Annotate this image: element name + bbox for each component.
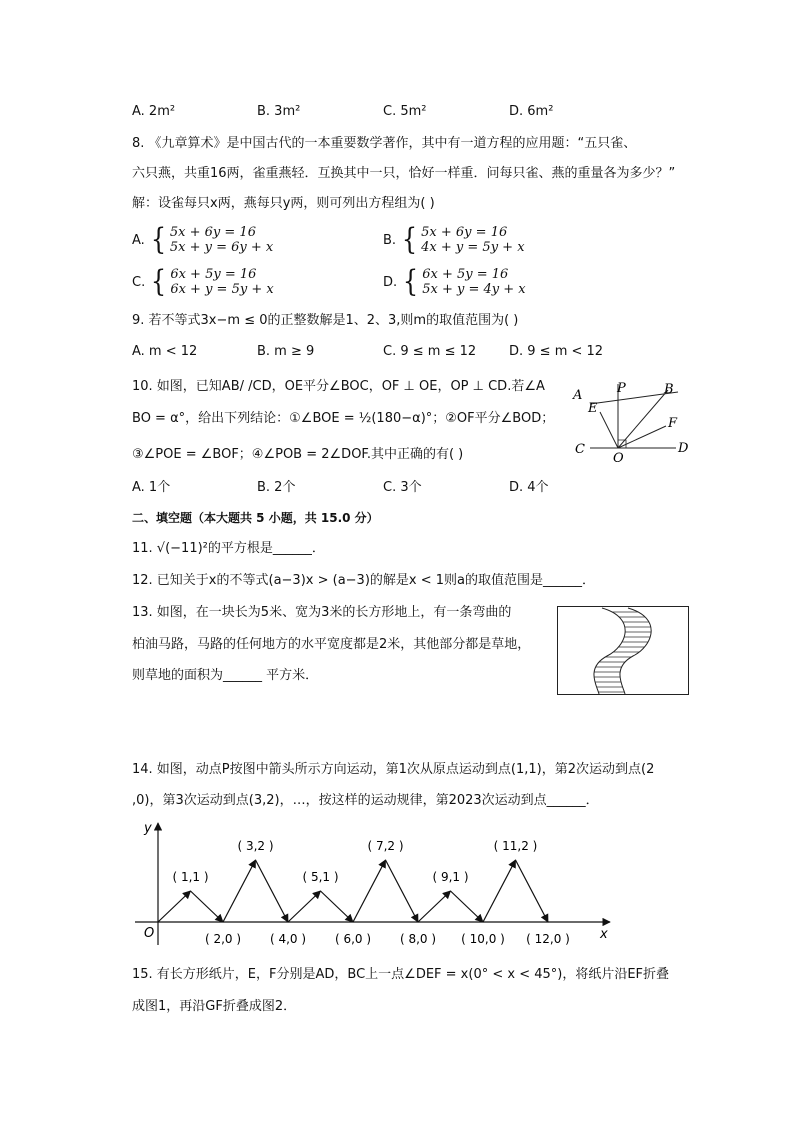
brace-icon: { bbox=[403, 264, 419, 299]
q14-coordinate-figure bbox=[130, 815, 620, 950]
fig-label-a: A bbox=[573, 388, 583, 403]
motion-segment bbox=[223, 860, 256, 922]
motion-segment bbox=[191, 891, 224, 922]
fig-label-p: P bbox=[617, 381, 626, 396]
q10-option-c: C. 3个 bbox=[383, 480, 422, 495]
motion-segment bbox=[483, 860, 516, 922]
q13-road-figure bbox=[557, 606, 690, 696]
brace-icon: { bbox=[401, 222, 418, 257]
motion-segment bbox=[516, 860, 549, 922]
q7-option-a: A. 2m² bbox=[132, 104, 176, 119]
fig-label-d: D bbox=[678, 441, 689, 456]
motion-segment bbox=[288, 891, 321, 922]
q13-line3: 则草地的面积为______ 平方米． bbox=[132, 668, 319, 683]
point-label: ( 9,1 ) bbox=[432, 870, 469, 884]
q14-line2: ,0)，第3次运动到点(3,2)，…，按这样的运动规律，第2023次运动到点______． bbox=[132, 793, 599, 808]
point-label: ( 6,0 ) bbox=[334, 932, 372, 946]
q8-option-a bbox=[132, 222, 274, 257]
motion-path bbox=[158, 860, 548, 922]
equation: 6x + 5y = 16 bbox=[422, 267, 509, 282]
q7-option-d: D. 6m² bbox=[509, 104, 554, 119]
motion-segment bbox=[256, 860, 289, 922]
q8-option-c bbox=[132, 264, 274, 299]
point-label: ( 11,2 ) bbox=[493, 839, 538, 853]
fig-label-c: C bbox=[575, 442, 585, 457]
q8-line2: 六只燕，共重16两，雀重燕轻．互换其中一只，恰好一样重．问每只雀、燕的重量各为多少？” bbox=[132, 166, 676, 181]
rectangle-field bbox=[558, 607, 689, 695]
motion-segment bbox=[321, 891, 354, 922]
road-right-edge bbox=[620, 608, 651, 694]
q9-option-b: B. m ≥ 9 bbox=[257, 344, 315, 359]
point-label: ( 1,1 ) bbox=[172, 870, 209, 884]
q10-option-d: D. 4个 bbox=[509, 480, 549, 495]
option-label: D. bbox=[383, 274, 398, 290]
road-hatching bbox=[557, 612, 690, 692]
point-labels bbox=[172, 839, 569, 946]
option-label: A. bbox=[132, 232, 145, 248]
equation: 6x + 5y = 16 bbox=[170, 267, 257, 282]
motion-segment bbox=[418, 891, 451, 922]
line-oe bbox=[600, 412, 618, 448]
q10-line1: 10. 如图，已知AB/ /CD，OE平分∠BOC，OF ⊥ OE，OP ⊥ CD.若∠A bbox=[132, 379, 545, 394]
q14-line1: 14. 如图，动点P按图中箭头所示方向运动，第1次从原点运动到点(1,1)，第2次运动到点(2 bbox=[132, 762, 655, 777]
q9-option-a: A. m < 12 bbox=[132, 344, 198, 359]
q7-option-c: C. 5m² bbox=[383, 104, 427, 119]
point-label: ( 12,0 ) bbox=[526, 932, 570, 946]
equation: 5x + 6y = 16 bbox=[421, 225, 508, 240]
fig-label-e: E bbox=[588, 401, 598, 416]
q10-line2: BO = α°，给出下列结论：①∠BOE = ½(180−α)°；②OF平分∠BOD； bbox=[132, 411, 555, 426]
point-label: ( 5,1 ) bbox=[302, 870, 339, 884]
motion-segment bbox=[353, 860, 386, 922]
point-label: ( 7,2 ) bbox=[367, 839, 404, 853]
equation: 5x + 6y = 16 bbox=[169, 225, 256, 240]
q8-option-d bbox=[383, 264, 526, 299]
equation: 6x + y = 5y + x bbox=[170, 282, 274, 297]
point-label: ( 10,0 ) bbox=[461, 932, 505, 946]
q15-line1: 15. 有长方形纸片，E，F分别是AD，BC上一点∠DEF = x(0° < x < 45°)，将纸片沿EF折叠 bbox=[132, 967, 670, 982]
fig-label-f: F bbox=[668, 416, 678, 431]
fig-label-o: O bbox=[613, 451, 624, 466]
point-label: ( 8,0 ) bbox=[399, 932, 437, 946]
point-label: ( 3,2 ) bbox=[237, 839, 274, 853]
option-label: B. bbox=[383, 232, 397, 248]
q10-option-a: A. 1个 bbox=[132, 480, 171, 495]
equation: 4x + y = 5y + x bbox=[421, 240, 525, 255]
q10-figure bbox=[568, 376, 698, 466]
section-title: 二、填空题（本大题共 5 小题，共 15.0 分） bbox=[132, 511, 379, 525]
option-label: C. bbox=[132, 274, 146, 290]
brace-icon: { bbox=[150, 222, 166, 257]
brace-icon: { bbox=[151, 264, 167, 299]
q15-line2: 成图1，再沿GF折叠成图2． bbox=[132, 999, 297, 1014]
q7-option-b: B. 3m² bbox=[257, 104, 301, 119]
q8-line1: 8. 《九章算术》是中国古代的一本重要数学著作，其中有一道方程的应用题：“五只雀、 bbox=[132, 136, 637, 151]
q10-option-b: B. 2个 bbox=[257, 480, 296, 495]
motion-segment bbox=[451, 891, 484, 922]
equation: 5x + y = 4y + x bbox=[422, 282, 526, 297]
origin-label: O bbox=[144, 926, 155, 941]
q11-line: 11. √(−11)²的平方根是______． bbox=[132, 541, 325, 556]
q10-line3: ③∠POE = ∠BOF；④∠POB = 2∠DOF.其中正确的有( ) bbox=[132, 447, 464, 462]
q13-line2: 柏油马路，马路的任何地方的水平宽度都是2米，其他部分都是草地， bbox=[132, 637, 531, 652]
q9-option-c: C. 9 ≤ m ≤ 12 bbox=[383, 344, 477, 359]
q9-option-d: D. 9 ≤ m < 12 bbox=[509, 344, 604, 359]
point-label: ( 4,0 ) bbox=[269, 932, 307, 946]
line-of bbox=[618, 426, 666, 448]
fig-label-b: B bbox=[664, 382, 674, 397]
q12-line: 12. 已知关于x的不等式(a−3)x > (a−3)的解是x < 1则a的取值范围是______． bbox=[132, 573, 595, 588]
q8-line3: 解：设雀每只x两，燕每只y两，则可列出方程组为( ) bbox=[132, 196, 435, 211]
q9-line: 9. 若不等式3x−m ≤ 0的正整数解是1、2、3,则m的取值范围为( ) bbox=[132, 313, 519, 328]
q8-option-b bbox=[383, 222, 525, 257]
y-axis-label: y bbox=[144, 821, 152, 836]
motion-segment bbox=[386, 860, 419, 922]
x-axis-label: x bbox=[600, 927, 608, 942]
equation: 5x + y = 6y + x bbox=[169, 240, 274, 255]
motion-segment bbox=[158, 891, 191, 922]
point-label: ( 2,0 ) bbox=[204, 932, 242, 946]
q13-line1: 13. 如图，在一块长为5米、宽为3米的长方形地上，有一条弯曲的 bbox=[132, 605, 512, 620]
